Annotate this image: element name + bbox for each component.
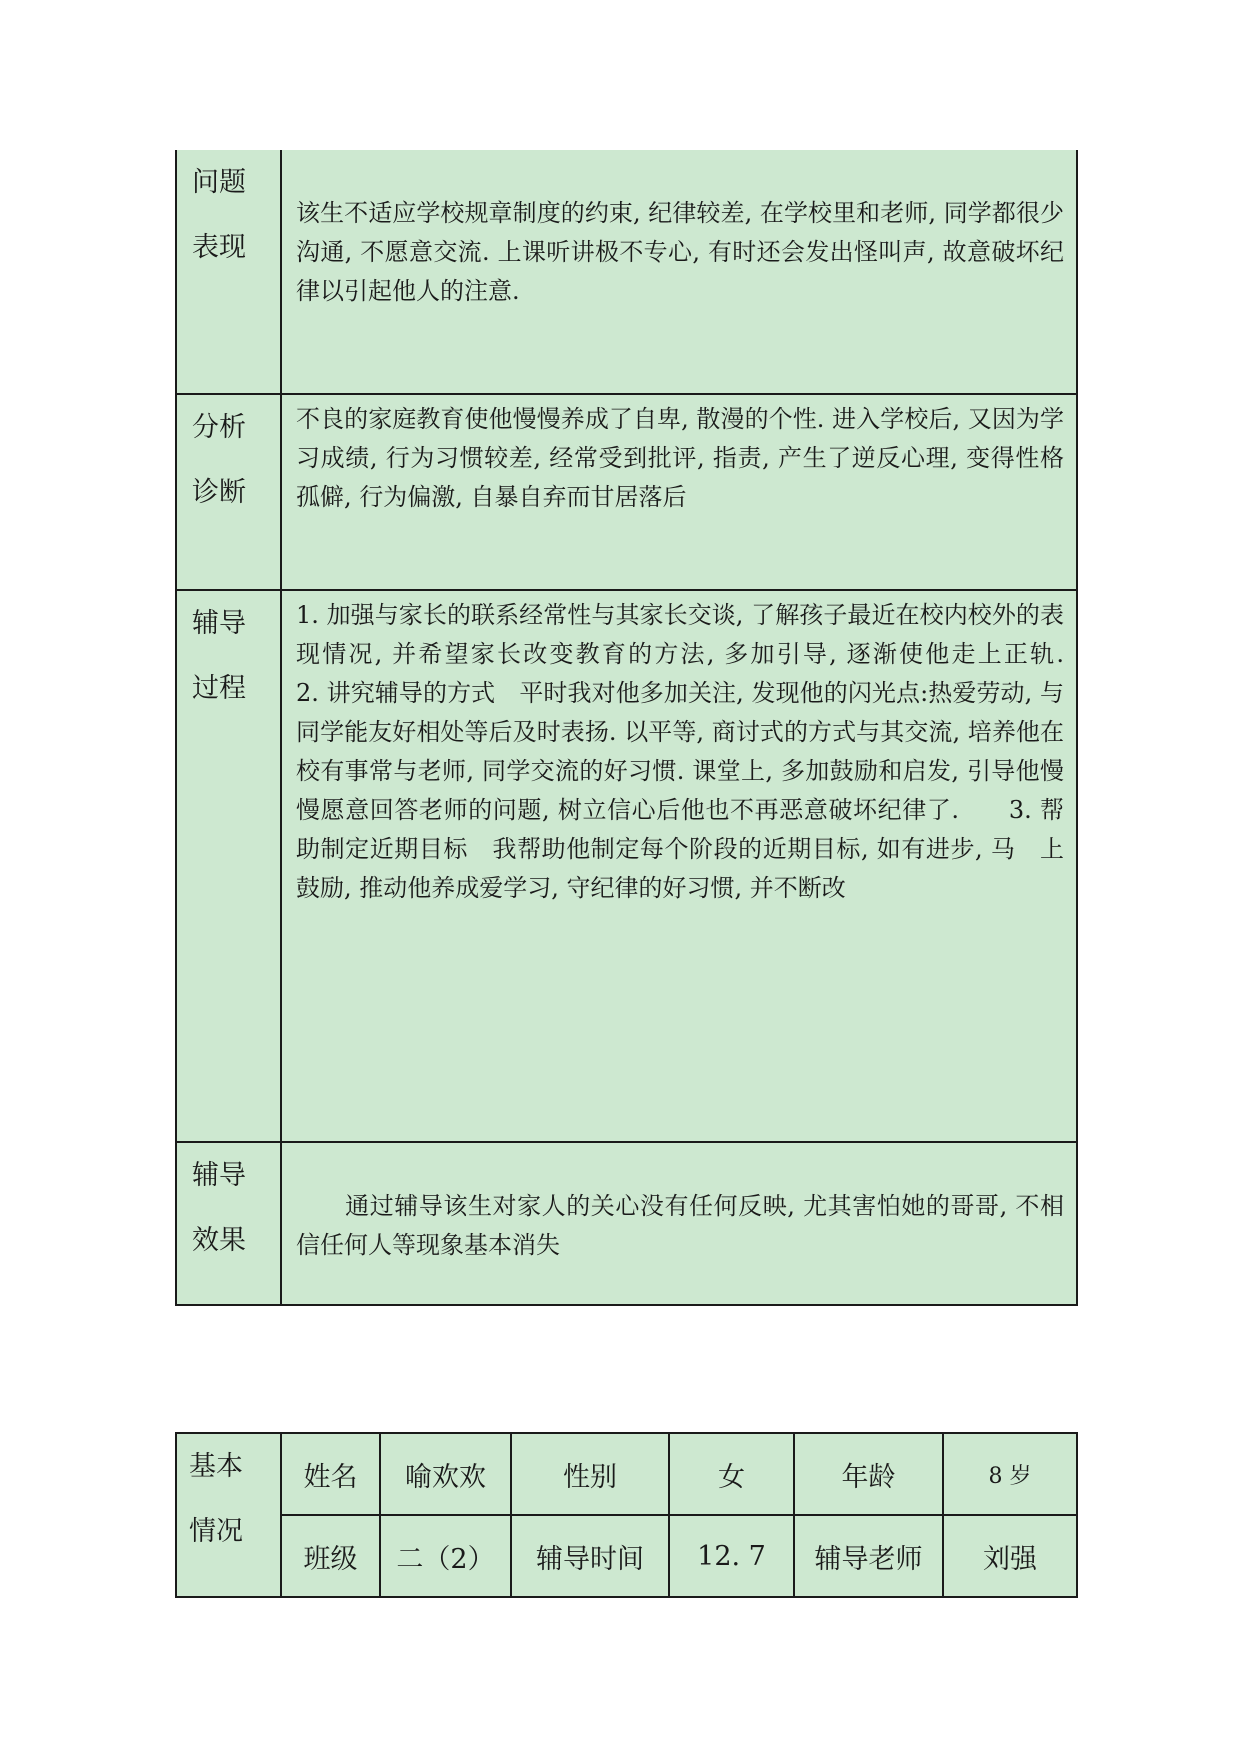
row-effect (176, 1142, 1077, 1305)
text-process: 1. 加强与家长的联系经常性与其家长交谈, 了解孩子最近在校内校外的表现情况, 并希望家长改变教育的方法, 多加引导, 逐渐使他走上正轨. 2. 讲究辅导的方式 平时我对他多加关注, 发现他的闪光点:热爱劳动, 与同学能友好相处等后及时表扬. 以平等, 商讨式的方式与其交流, 培养他在校有事常与老师, 同学交流的好习惯. 课堂上, 多加鼓励和启发, 引导他慢慢愿意回答老师的问题, 树立信心后他也不再恶意破坏纪律了. 3. 帮助制定近期目标 我帮助他制定每个阶段的近期目标, 如有进步, 马 上鼓励, 推动他养成爱学习, 守纪律的好习惯, 并不断改 (281, 590, 1077, 1142)
label-line: 辅导 (192, 1160, 246, 1191)
counseling-record-table (175, 150, 1136, 1306)
label-line: 表现 (192, 232, 246, 263)
row-analysis (176, 394, 1077, 590)
counsel-time-value: 12. 7 (669, 1515, 794, 1597)
name-value: 喻欢欢 (380, 1433, 511, 1515)
label-line: 辅导 (192, 608, 246, 639)
row-problem (176, 150, 1077, 394)
gender-label: 性别 (511, 1433, 669, 1515)
counselor-value: 刘强 (943, 1515, 1077, 1597)
row-process (176, 590, 1077, 1142)
text-analysis: 不良的家庭教育使他慢慢养成了自卑, 散漫的个性. 进入学校后, 又因为学习成绩, 行为习惯较差, 经常受到批评, 指责, 产生了逆反心理, 变得性格孤僻, 行为偏激, 自暴自弃而甘居落后 (281, 394, 1077, 590)
label-line: 过程 (192, 673, 246, 704)
label-line: 基本 (189, 1451, 243, 1482)
gender-value: 女 (669, 1433, 794, 1515)
counselor-label: 辅导老师 (794, 1515, 943, 1597)
section-label-basic (176, 1433, 281, 1597)
counsel-time-label: 辅导时间 (511, 1515, 669, 1597)
label-problem (176, 150, 281, 394)
name-label: 姓名 (281, 1433, 380, 1515)
label-process (176, 590, 281, 1142)
label-line: 诊断 (192, 477, 246, 508)
label-line: 问题 (192, 167, 246, 198)
age-value: 8 岁 (943, 1433, 1077, 1515)
basic-info-table (175, 1432, 1078, 1598)
label-effect (176, 1142, 281, 1305)
info-row-2 (176, 1515, 1077, 1597)
text-effect: 通过辅导该生对家人的关心没有任何反映, 尤其害怕她的哥哥, 不相信任何人等现象基本消失 (281, 1142, 1077, 1305)
label-analysis (176, 394, 281, 590)
label-line: 分析 (192, 412, 246, 443)
label-line: 效果 (192, 1225, 246, 1256)
class-label: 班级 (281, 1515, 380, 1597)
text-problem: 该生不适应学校规章制度的约束, 纪律较差, 在学校里和老师, 同学都很少沟通, 不愿意交流. 上课听讲极不专心, 有时还会发出怪叫声, 故意破坏纪律以引起他人的注意. (281, 150, 1077, 394)
label-line: 情况 (189, 1516, 243, 1547)
age-label: 年龄 (794, 1433, 943, 1515)
class-value: 二（2） (380, 1515, 511, 1597)
info-row-1 (176, 1433, 1077, 1515)
